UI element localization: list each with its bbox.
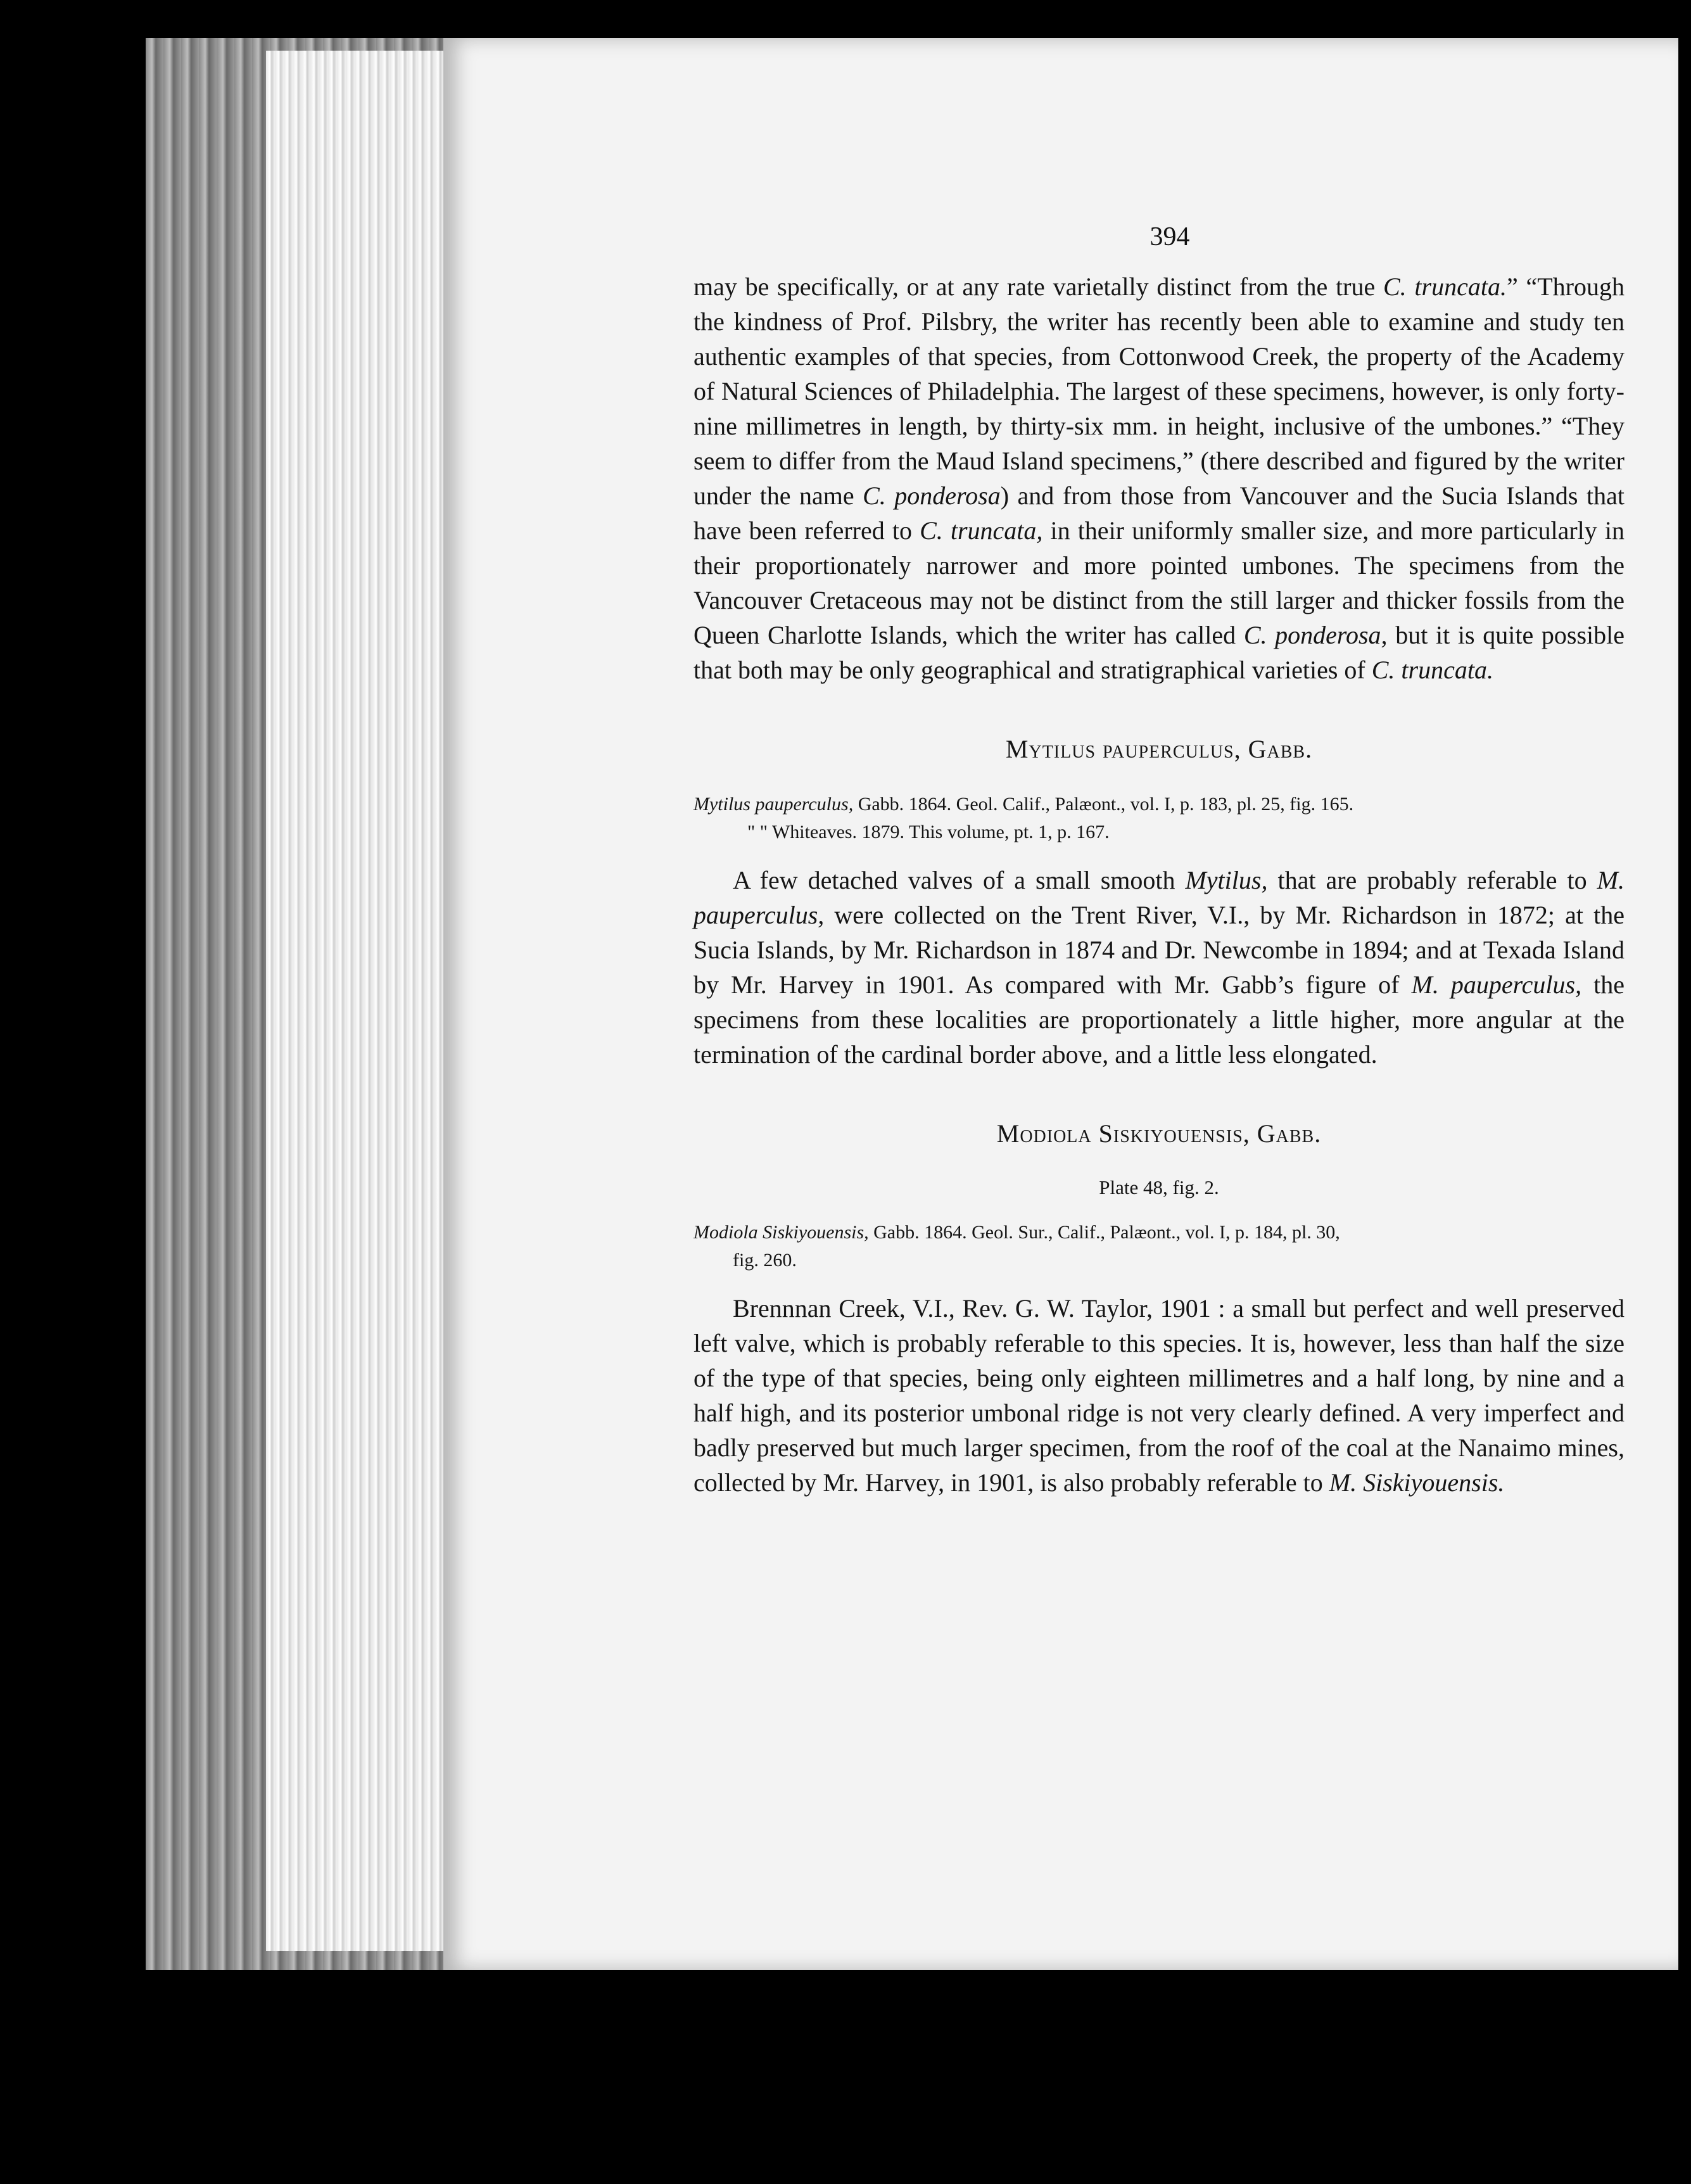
- text-run: Brennnan Creek, V.I., Rev. G. W. Taylor, 1901 : a small but perfect and well preserved left valve, which is probably referable to this species. It is, however, less than half the size of the type of that species, being only eighteen millimetres and a half long, by nine and a half high, and its posterior umbonal ridge is not very clearly defined. A very imperfect and badly preserved but much larger specimen, from the roof of the coal at the Nanaimo mines, collected by Mr. Harvey, in 1901, is also probably referable to: [694, 1294, 1624, 1497]
- italic-run: C. truncata.: [1383, 272, 1507, 301]
- text-run: Gabb. 1864. Geol. Sur., Calif., Palæont., vol. I, p. 184, pl. 30,: [868, 1222, 1340, 1243]
- species-heading-modiola: Modiola Siskiyouensis, Gabb.: [996, 1119, 1322, 1148]
- text-run: the specimens from these localities are proportionately a little higher, more angular at the termination of the cardinal border above, and a little less elongated.: [694, 970, 1625, 1069]
- synonymy-modiola: [694, 1219, 1624, 1274]
- italic-run: M. pauperculus,: [1411, 970, 1582, 999]
- italic-run: Mytilus,: [1185, 866, 1268, 894]
- synonymy-line: " " Whiteaves. 1879. This volume, pt. 1, p. 167.: [747, 822, 1110, 842]
- text-run: that are probably referable to: [1267, 866, 1597, 894]
- page-text: [694, 269, 1624, 1500]
- italic-run: Modiola Siskiyouensis,: [694, 1222, 869, 1243]
- italic-run: C. ponderosa,: [1243, 621, 1388, 649]
- text-run: A few detached valves of a small smooth: [733, 866, 1186, 894]
- text-run: in their uniformly smaller size, and more particularly in their proportionately narrower and more pointed umbones. The specimens from the Vancouver Cretaceous may not be distinct from the still larger and thicker fossils from the Queen Charlotte Islands, which the writer has called: [694, 516, 1624, 649]
- italic-run: Mytilus pauperculus,: [694, 794, 854, 815]
- synonymy-line-continued: fig. 260.: [733, 1250, 797, 1271]
- italic-run: M. pauperculus,: [694, 866, 1624, 929]
- book-page-edges-inner: [266, 51, 456, 1951]
- text-run: ” “Through the kindness of Prof. Pilsbry, the writer has recently been able to examine and study ten authentic examples of that species, from Cottonwood Creek, the property of the Academy of Natural Sciences of Philadelphia. The largest of these specimens, however, is only forty-nine millimetres in length, by thirty-six mm. in height, inclusive of the umbones.” “They seem to differ from the Maud Island specimens,” (there described and figured by the writer under the name: [694, 272, 1624, 510]
- italic-run: C. truncata.: [1371, 656, 1493, 684]
- species-heading-mytilus: Mytilus pauperculus, Gabb.: [1005, 735, 1313, 763]
- plate-reference: Plate 48, fig. 2.: [1099, 1176, 1219, 1198]
- text-run: Gabb. 1864. Geol. Calif., Palæont., vol. I, p. 183, pl. 25, fig. 165.: [853, 794, 1354, 815]
- paragraph-modiola: [694, 1291, 1624, 1500]
- text-run: ) and from those from Vancouver and the Sucia Islands that have been referred to: [694, 481, 1624, 545]
- italic-run: C. ponderosa: [863, 481, 1001, 510]
- paragraph-continued: [694, 269, 1624, 687]
- italic-run: C. truncata,: [920, 516, 1043, 545]
- text-run: were collected on the Trent River, V.I., by Mr. Richardson in 1872; at the Sucia Islands, by Mr. Richardson in 1874 and Dr. Newcombe in 1894; and at Texada Island by Mr. Harvey in 1901. As compared with Mr. Gabb’s figure of: [694, 901, 1624, 999]
- text-run: may be specifically, or at any rate varietally distinct from the true: [694, 272, 1383, 301]
- synonymy-line: [694, 1219, 1624, 1247]
- italic-run: M. Siskiyouensis.: [1329, 1468, 1505, 1497]
- text-run: but it is quite possible that both may be only geographical and stratigraphical varieties of: [694, 621, 1624, 684]
- page-number: 394: [1150, 222, 1190, 251]
- synonymy-mytilus: [694, 790, 1624, 846]
- paragraph-mytilus: [694, 863, 1624, 1072]
- synonymy-line: [694, 790, 1624, 818]
